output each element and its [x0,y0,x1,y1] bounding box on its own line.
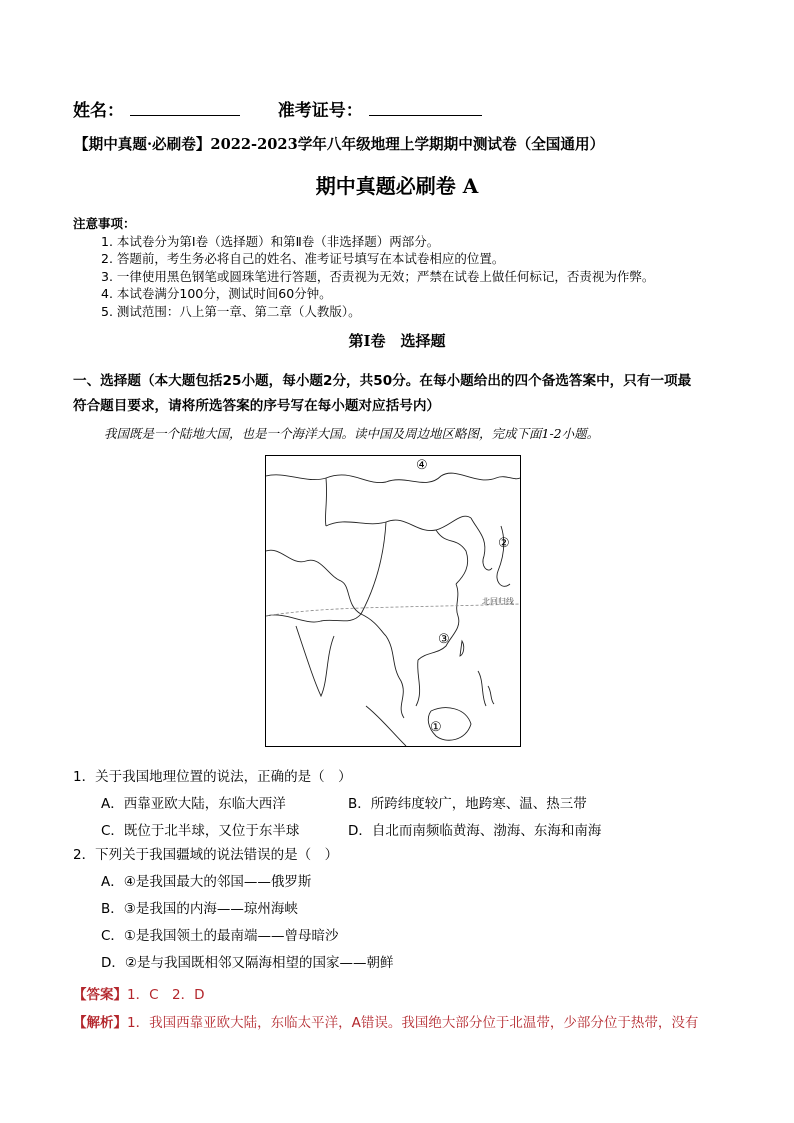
instruction-line: 符合题目要求，请将所选答案的序号写在每小题对应括号内） [73,398,441,414]
marker-3: ③ [438,632,450,647]
section-title: 第Ⅰ卷 选择题 [348,332,446,350]
marker-2: ② [498,536,510,551]
china-region-map [265,455,521,747]
notes-heading: 注意事项： [73,216,136,231]
marker-1: ① [430,720,442,735]
name-row [73,96,482,121]
option-a[interactable]: A．④是我国最大的邻国——俄罗斯 [101,874,312,890]
tropic-label: 北回归线 [482,597,514,606]
option-b[interactable]: B．③是我国的内海——琼州海峡 [101,901,298,917]
option-c[interactable]: C．①是我国领土的最南端——曾母暗沙 [101,928,339,944]
question-stem: 2．下列关于我国疆域的说法错误的是（ ） [73,847,339,863]
question-intro: 我国既是一个陆地大国，也是一个海洋大国。读中国及周边地区略图，完成下面1-2小题。 [104,426,600,441]
name-label: 姓名： [73,101,124,121]
name-blank[interactable] [130,101,240,116]
option-c[interactable]: C．既位于北半球，又位于东半球 [101,823,300,839]
option-d[interactable]: D．②是与我国既相邻又隔海相望的国家——朝鲜 [101,955,394,971]
note-item: 4. 本试卷满分100分，测试时间60分钟。 [101,286,332,301]
question-1 [73,764,601,845]
question-2 [73,842,394,977]
instruction-line: 一、选择题（本大题包括25小题，每小题2分，共50分。在每小题给出的四个备选答案中，只有一项最 [73,373,692,389]
note-item: 5. 测试范围：八上第一章、第二章（人教版）。 [101,303,361,319]
answer-row [73,983,205,1003]
note-item: 3. 一律使用黑色钢笔或圆珠笔进行答题，否责视为无效；严禁在试卷上做任何标记，否责视为作弊。 [101,268,655,284]
option-d[interactable]: D．自北而南频临黄海、渤海、东海和南海 [348,823,602,839]
note-item: 2. 答题前，考生务必将自己的姓名、准考证号填写在本试卷相应的位置。 [101,251,505,266]
answer-text: 1．C 2．D [127,987,205,1003]
analysis-text: 1．我国西靠亚欧大陆，东临太平洋，A错误。我国绝大部分位于北温带，少部分位于热带，没有 [127,1015,699,1031]
notes-block [73,215,654,320]
note-item: 1. 本试卷分为第Ⅰ卷（选择题）和第Ⅱ卷（非选择题）两部分。 [101,233,440,249]
question-stem: 1．关于我国地理位置的说法，正确的是（ ） [73,769,352,785]
option-b[interactable]: B．所跨纬度较广，地跨寒、温、热三带 [348,796,587,812]
part1-instruction [73,369,691,419]
paper-title: 期中真题必刷卷 A [315,174,479,198]
answer-label: 【答案】 [73,987,127,1003]
paper-subtitle: 【期中真题·必刷卷】2022-2023学年八年级地理上学期期中测试卷（全国通用） [74,136,605,153]
exam-no-blank[interactable] [369,101,482,116]
analysis-row [73,1011,698,1031]
analysis-label: 【解析】 [73,1015,127,1031]
exam-no-label: 准考证号： [277,101,363,121]
marker-4: ④ [416,458,428,473]
option-a[interactable]: A．西靠亚欧大陆，东临大西洋 [101,796,286,812]
